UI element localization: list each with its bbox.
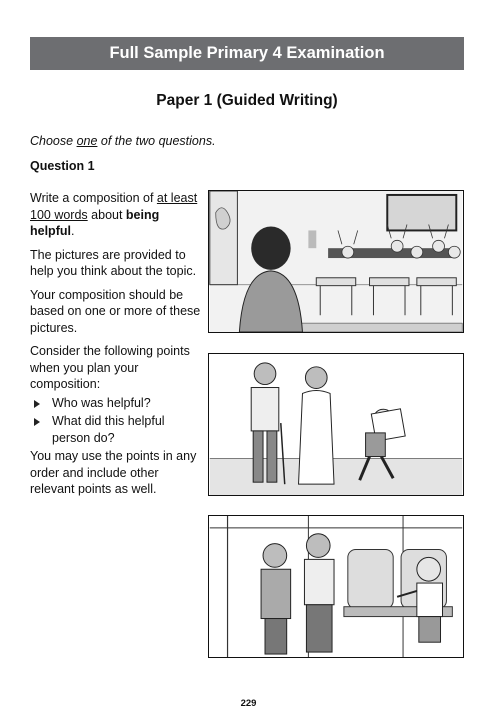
instruction-text [30,134,216,148]
points-list [30,395,202,447]
task-end: . [70,224,75,238]
picture-bus-seat [208,515,464,658]
order-paragraph: You may use the points in any order and include other relevant points as well. [30,449,197,496]
instruction-part-end: of the two questions. [97,134,216,148]
picture-helping-elderly [208,353,464,496]
point-item: Who was helpful? [30,395,202,412]
helping-elderly-illustration [209,354,463,495]
consider-paragraph: Consider the following points when you plan your composition: [30,344,190,391]
task-word-count: at least 100 words [30,191,198,222]
banner-title: Full Sample Primary 4 Examination [109,44,385,62]
picture-classroom [208,190,464,333]
task-topic: being helpful [30,207,160,238]
question-heading: Question 1 [30,159,95,173]
title-banner [30,37,464,70]
based-paragraph: Your composition should be based on one or more of these pictures. [30,287,201,335]
instruction-underlined: one [76,134,98,148]
question-text [30,190,202,505]
point-item: What did this helpful person do? [30,413,202,446]
task-prefix: Write a composition of [30,191,157,205]
instruction-part: Choose [30,134,77,148]
bus-seat-illustration [209,516,463,657]
task-middle: about [87,207,126,222]
pictures-paragraph: The pictures are provided to help you think about the topic. [30,247,197,278]
page-number: 229 [240,698,257,709]
classroom-illustration [209,191,463,332]
task-paragraph [30,190,202,240]
paper-title: Paper 1 (Guided Writing) [156,92,338,109]
